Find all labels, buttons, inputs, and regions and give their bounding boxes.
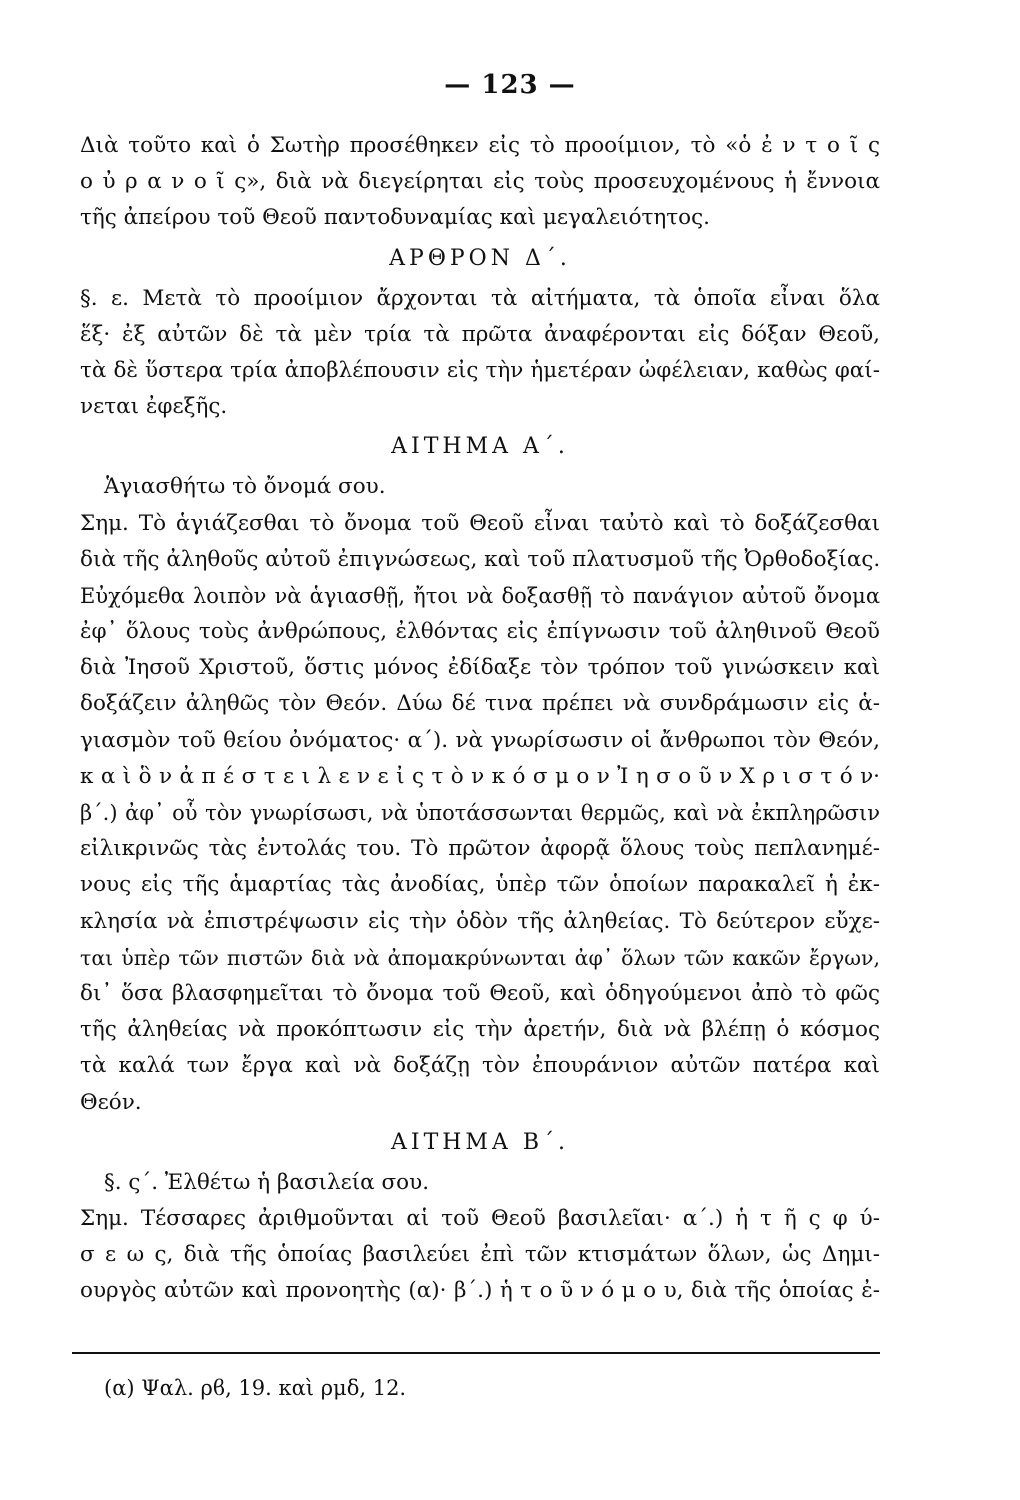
page-number: — 123 — (444, 70, 576, 100)
petition-a: Ἁγιασθήτω τὸ ὄνομά σου. (104, 474, 386, 500)
footnote-divider (72, 1352, 880, 1354)
section-heading-aitema-b: ΑΙΤΗΜΑ Β΄. (390, 1129, 569, 1155)
text-line: §. ε. Μετὰ τὸ προοίμιον ἄρχονται τὰ αἰτήματα, τὰ ὁποῖα εἶναι ὅλα (80, 285, 880, 311)
text-line: διὰ Ἰησοῦ Χριστοῦ, ὅστις μόνος ἐδίδαξε τὸν τρόπον τοῦ γινώσκειν καὶ (80, 655, 880, 681)
note-b-paragraph (80, 1201, 880, 1310)
text-line: γιασμὸν τοῦ θείου ὀνόματος· α΄). νὰ γνωρίσωσιν οἱ ἄνθρωποι τὸν Θεόν, (80, 727, 880, 753)
text-line: Εὐχόμεθα λοιπὸν νὰ ἁγιασθῇ, ἤτοι νὰ δοξασθῇ τὸ πανάγιον αὐτοῦ ὄνομα (80, 583, 880, 608)
text-line: νεται ἐφεξῆς. (80, 394, 228, 420)
text-line: ἐφ᾽ ὅλους τοὺς ἀνθρώπους, ἐλθόντας εἰς ἐπίγνωσιν τοῦ ἀληθινοῦ Θεοῦ (80, 619, 880, 645)
text-line: κ α ὶ ὃ ν ἀ π έ σ τ ε ι λ ε ν ε ἰ ς τ ὸ ν κ ό σ μ ο ν Ἰ η σ ο ῦ ν Χ ρ ι σ τ ό ν· (80, 763, 880, 789)
text-line: εἰλικρινῶς τὰς ἐντολάς του. Τὸ πρῶτον ἀφορᾷ ὅλους τοὺς πεπλανημέ- (80, 836, 880, 862)
text-line: τῆς ἀπείρου τοῦ Θεοῦ παντοδυναμίας καὶ μεγαλειότητος. (80, 205, 710, 231)
section-heading-aitema-a: ΑΙΤΗΜΑ Α΄. (391, 434, 569, 460)
text-line: Θεόν. (80, 1089, 142, 1115)
text-line: ἕξ· ἐξ αὐτῶν δὲ τὰ μὲν τρία τὰ πρῶτα ἀναφέρονται εἰς δόξαν Θεοῦ, (80, 321, 880, 347)
text-line: νους εἰς τῆς ἁμαρτίας τὰς ἀνοδίας, ὑπὲρ τῶν ὁποίων παρακαλεῖ ἡ ἐκ- (80, 872, 880, 898)
text-line: β΄.) ἀφ᾽ οὗ τὸν γνωρίσωσι, νὰ ὑποτάσσωνται θερμῶς, καὶ νὰ ἐκπληρῶσιν (80, 801, 880, 825)
text-line: ο ὐ ρ α ν ο ῖ ς», διὰ νὰ διεγείρηται εἰς τοὺς προσευχομένους ἡ ἔννοια (80, 169, 880, 195)
text-line: τῆς ἀληθείας νὰ προκόπτωσιν εἰς τὴν ἀρετήν, διὰ νὰ βλέπῃ ὁ κόσμος (80, 1017, 880, 1043)
section-heading-arthron: ΑΡΘΡΟΝ Δ΄. (389, 245, 571, 271)
text-line: διὰ τῆς ἀληθοῦς αὐτοῦ ἐπιγνώσεως, καὶ τοῦ πλατυσμοῦ τῆς Ὀρθοδοξίας. (80, 546, 880, 572)
text-line: Σημ. Τὸ ἁγιάζεσθαι τὸ ὄνομα τοῦ Θεοῦ εἶναι ταὐτὸ καὶ τὸ δοξάζεσθαι (80, 510, 880, 536)
text-line: Διὰ τοῦτο καὶ ὁ Σωτὴρ προσέθηκεν εἰς τὸ προοίμιον, τὸ «ὁ ἐ ν τ ο ῖ ς (80, 133, 880, 158)
footnote: (α) Ψαλ. ρϐ, 19. καὶ ρμδ, 12. (104, 1376, 407, 1400)
text-line: σ ε ω ς, διὰ τῆς ὁποίας βασιλεύει ἐπὶ τῶν κτισμάτων ὅλων, ὡς Δημι- (80, 1242, 880, 1268)
text-line: ουργὸς αὐτῶν καὶ προνοητὴς (α)· β΄.) ἡ τ ο ῦ ν ό μ ο υ, διὰ τῆς ὁποίας ἐ- (80, 1278, 880, 1304)
text-line: δοξάζειν ἀληθῶς τὸν Θεόν. Δύω δέ τινα πρέπει νὰ συνδράμωσιν εἰς ἁ- (80, 691, 880, 717)
text-line: κλησία νὰ ἐπιστρέψωσιν εἰς τὴν ὁδὸν τῆς ἀληθείας. Τὸ δεύτερον εὔχε- (80, 908, 880, 934)
text-line: τὰ δὲ ὕστερα τρία ἀποβλέπουσιν εἰς τὴν ἡμετέραν ὠφέλειαν, καθὼς φαί- (80, 357, 880, 383)
text-line: τὰ καλά των ἔργα καὶ νὰ δοξάζῃ τὸν ἐπουράνιον αὐτῶν πατέρα καὶ (80, 1053, 880, 1079)
note-a-paragraph (80, 506, 880, 1121)
text-line: δι᾽ ὅσα βλασφημεῖται τὸ ὄνομα τοῦ Θεοῦ, καὶ ὁδηγούμενοι ἀπὸ τὸ φῶς (80, 980, 880, 1006)
text-line: Σημ. Τέσσαρες ἀριθμοῦνται αἱ τοῦ Θεοῦ βασιλεῖαι· α΄.) ἡ τ ῆ ς φ ύ- (80, 1205, 880, 1231)
text-line: ται ὑπὲρ τῶν πιστῶν διὰ νὰ ἀπομακρύνωνται ἀφ᾽ ὅλων τῶν κακῶν ἔργων, (80, 945, 880, 970)
page-body (80, 128, 880, 1309)
intro-paragraph (80, 128, 880, 237)
petition-b: §. ς΄. Ἐλθέτω ἡ βασιλεία σου. (104, 1169, 430, 1195)
section-e-paragraph (80, 281, 880, 426)
